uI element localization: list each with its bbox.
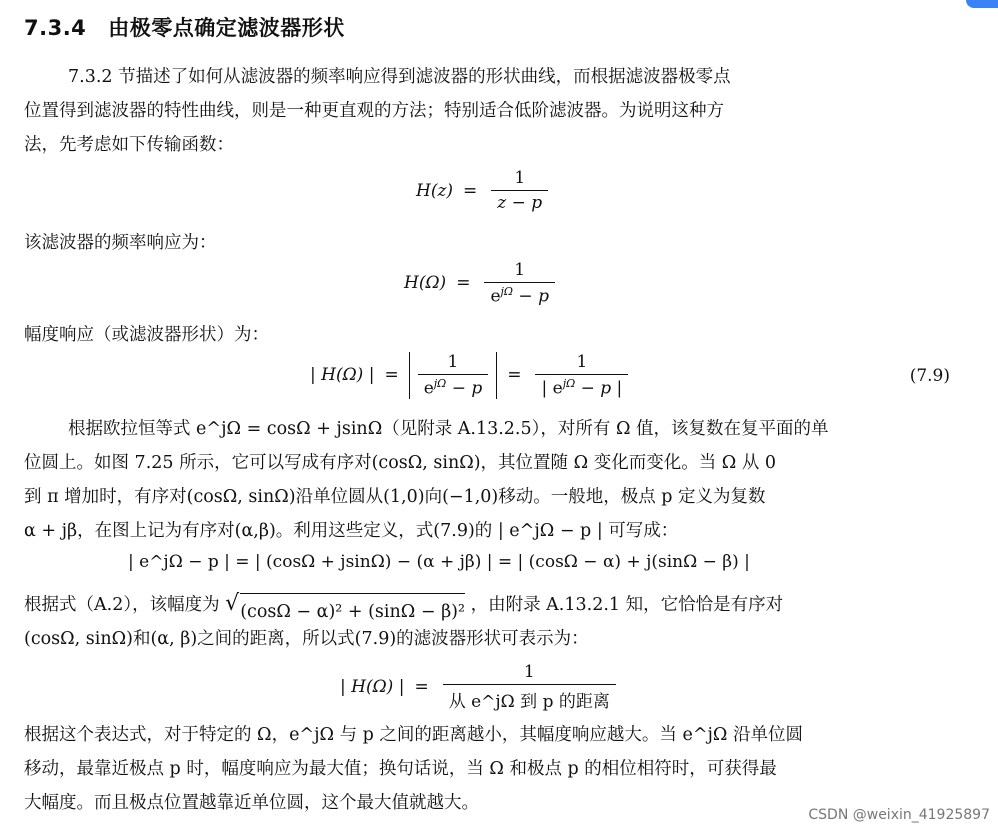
eq2-denominator	[484, 282, 555, 307]
watermark-text: CSDN @weixin_41925897	[808, 807, 990, 823]
intro-line-2: 位置得到滤波器的特性曲线，则是一种更直观的方法；特别适合低阶滤波器。为说明这种方	[24, 101, 724, 121]
body1-line-4: α + jβ，在图上记为有序对(α,β)。利用这些定义，式(7.9)的 | e^jΩ − p | 可写成：	[24, 521, 679, 541]
eq3-den1-sup: jΩ	[433, 377, 447, 390]
body1-line-3: 到 π 增加时，有序对(cosΩ, sinΩ)沿单位圆从(1,0)向(−1,0)移动。一般地，极点 p 定义为复数	[24, 487, 766, 507]
eq5-fraction	[443, 662, 616, 712]
equation-magnitude	[310, 352, 632, 399]
freq-response-line: 该滤波器的频率响应为：	[24, 233, 217, 253]
intro-line-1: 7.3.2 节描述了如何从滤波器的频率响应得到滤波器的形状曲线，而根据滤波器极零点	[68, 67, 731, 87]
eq3-den2-base: | e	[541, 378, 563, 399]
eq3-fraction-2	[535, 352, 628, 399]
magnitude-line: 幅度响应（或滤波器形状）为：	[24, 325, 269, 345]
eq5-lhs: | H(Ω) |	[340, 677, 405, 697]
conclusion-line-2: 移动，最靠近极点 p 时，幅度响应为最大值；换句话说，当 Ω 和极点 p 的相位相符时，可获得最	[24, 759, 777, 779]
eq3-den1-rest: − p	[446, 378, 483, 399]
eq3-fraction-1	[418, 352, 489, 399]
body2-suffix: ，由附录 A.13.2.1 知，它恰恰是有序对	[470, 595, 784, 615]
eq5-numerator: 1	[523, 662, 535, 682]
equation-frequency-response	[404, 260, 559, 307]
eq3-den1-base: e	[423, 378, 434, 399]
sqrt-radical-icon: √	[225, 591, 240, 616]
freq-response-text	[24, 226, 217, 260]
sqrt-radicand: (cosΩ − α)² + (sinΩ − β)²	[240, 593, 465, 629]
eq2-den-rest: − p	[513, 286, 549, 307]
conclusion-paragraph	[24, 718, 803, 820]
distance-paragraph	[24, 588, 783, 656]
eq3-den2-rest: − p |	[575, 378, 623, 399]
eq2-fraction	[484, 260, 555, 307]
intro-paragraph	[24, 60, 731, 162]
body1-line-2: 位圆上。如图 7.25 所示，它可以写成有序对(cosΩ, sinΩ)，其位置随 Ω 变化而变化。当 Ω 从 0	[24, 453, 777, 473]
eq1-fraction	[491, 168, 548, 213]
eq2-lhs: H(Ω)	[404, 273, 447, 294]
eq2-den-base: e	[490, 286, 501, 307]
eq3-lhs: | H(Ω) |	[310, 365, 375, 386]
eq1-equals: =	[463, 180, 478, 201]
section-number: 7.3.4	[24, 16, 87, 40]
eq1-lhs: H(z)	[416, 180, 454, 201]
body2-line-2: (cosΩ, sinΩ)和(α, β)之间的距离，所以式(7.9)的滤波器形状可表示为：	[24, 629, 589, 649]
eq3-equals-1: =	[384, 365, 399, 386]
corner-tab[interactable]	[966, 0, 998, 8]
equation-number: (7.9)	[909, 366, 950, 386]
eq1-numerator: 1	[514, 168, 526, 188]
eq4-text: | e^jΩ − p | = | (cosΩ + jsinΩ) − (α + jβ) | = | (cosΩ − α) + j(sinΩ − β) |	[128, 552, 750, 572]
eq3-numerator-1: 1	[447, 352, 459, 372]
body2-prefix: 根据式（A.2），该幅度为	[24, 595, 220, 615]
section-heading	[24, 12, 345, 42]
equation-shape-distance	[340, 662, 620, 712]
section-title: 由极零点确定滤波器形状	[108, 16, 345, 40]
eq3-equals-2: =	[507, 365, 522, 386]
eq3-den2-sup: jΩ	[562, 377, 576, 390]
eq5-denominator: 从 e^jΩ 到 p 的距离	[443, 684, 616, 712]
magnitude-text	[24, 318, 269, 352]
eq2-equals: =	[456, 273, 471, 294]
equation-transfer-function	[416, 168, 552, 213]
intro-line-3: 法，先考虑如下传输函数：	[24, 135, 234, 155]
eq2-den-sup: jΩ	[500, 285, 514, 298]
eq3-abs-fraction	[409, 352, 498, 399]
eq5-equals: =	[414, 677, 429, 697]
eq3-denominator-1	[418, 374, 489, 399]
equation-distance-expansion	[128, 552, 750, 572]
conclusion-line-3: 大幅度。而且极点位置越靠近单位圆，这个最大值就越大。	[24, 793, 479, 813]
conclusion-line-1: 根据这个表达式，对于特定的 Ω，e^jΩ 与 p 之间的距离越小，其幅度响应越大。当 e^jΩ 沿单位圆	[24, 725, 803, 745]
body2-line-1	[24, 588, 783, 622]
eq3-denominator-2	[535, 374, 628, 399]
euler-paragraph	[24, 412, 829, 548]
eq2-numerator: 1	[514, 260, 526, 280]
body1-line-1: 根据欧拉恒等式 e^jΩ = cosΩ + jsinΩ（见附录 A.13.2.5），对所有 Ω 值，该复数在复平面的单	[68, 419, 829, 439]
eq3-numerator-2: 1	[576, 352, 588, 372]
eq1-denominator: z − p	[491, 190, 548, 213]
